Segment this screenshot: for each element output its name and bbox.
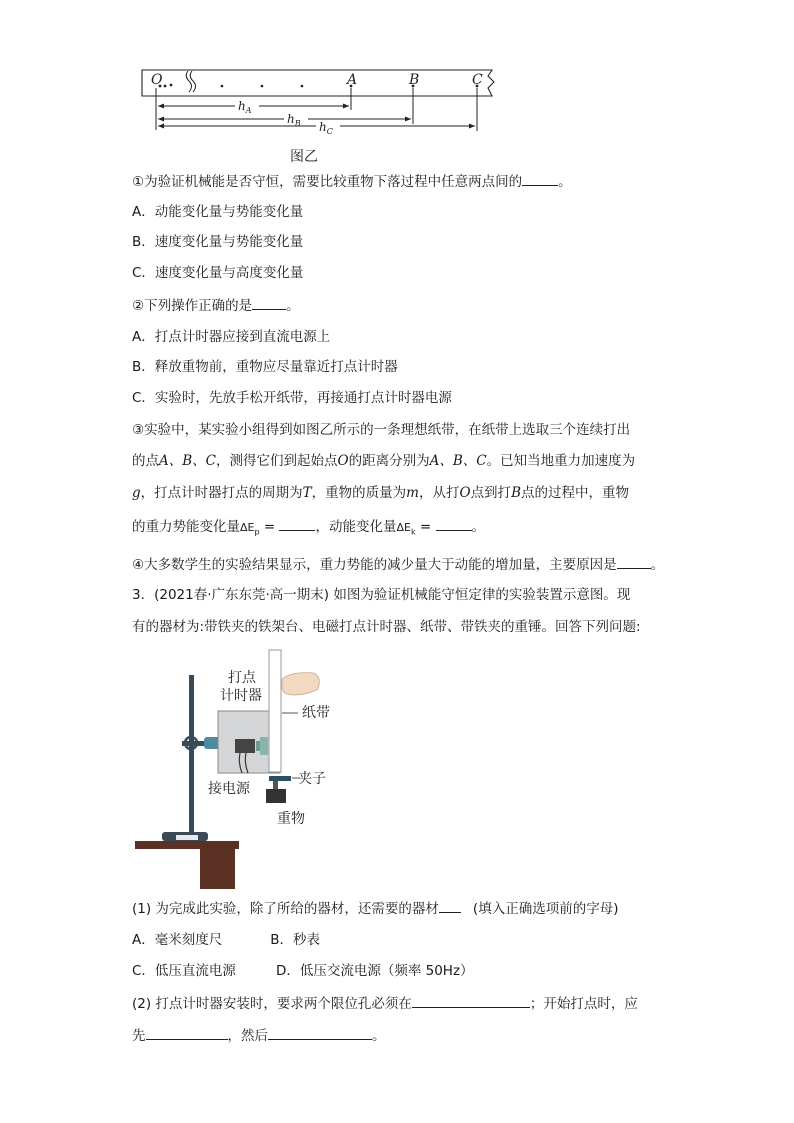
label-hc: $h_C$ — [319, 120, 333, 136]
label-a: A — [347, 72, 358, 88]
stand-base — [200, 847, 235, 889]
label-tape: 纸带 — [302, 705, 330, 721]
label-b: B — [409, 72, 420, 88]
q2-4-stem: ④大多数学生的实验结果显示，重力势能的减少量大于动能的增加量，主要原因是 。 — [132, 554, 664, 575]
q2-1-option-c: C．速度变化量与高度变化量 — [132, 265, 304, 281]
q2-2-option-c: C．实验时，先放手松开纸带，再接通打点计时器电源 — [132, 390, 452, 406]
label-c: C — [472, 72, 483, 88]
q3-1-options-row1: A．毫米刻度尺 B．秒表 — [132, 932, 321, 948]
q2-1-option-a: A．动能变化量与势能变化量 — [132, 204, 304, 220]
tape-dots — [159, 84, 479, 88]
paper-tape — [269, 650, 281, 772]
answer-blank[interactable] — [146, 1025, 228, 1040]
answer-blank[interactable] — [617, 554, 651, 569]
label-timer-1: 打点 — [228, 670, 256, 686]
q2-1-option-b: B．速度变化量与势能变化量 — [132, 234, 304, 250]
q3-1-stem: (1) 为完成此实验，除了所给的器材，还需要的器材 (填入正确选项前的字母) — [132, 898, 618, 919]
q2-3-line2: 的点A、B、C，测得它们到起始点O的距离分别为A、B、C。已知当地重力加速度为 — [132, 453, 636, 469]
q3-line2: 有的器材为:带铁夹的铁架台、电磁打点计时器、纸带、带铁夹的重锤。回答下列问题: — [132, 619, 641, 635]
q2-3-line3: g，打点计时器打点的周期为T，重物的质量为m，从打O点到打B点的过程中，重物 — [132, 485, 629, 501]
answer-blank[interactable] — [412, 993, 530, 1008]
label-hb: $h_B$ — [287, 112, 301, 128]
q3-line1: 3．(2021春·广东东莞·高一期末) 如图为验证机械能守恒定律的实验装置示意图。现 — [132, 587, 631, 603]
dot-2 — [261, 85, 264, 88]
paper-tape-figure — [140, 68, 500, 140]
answer-blank-kinetic[interactable] — [436, 516, 472, 531]
tape-break-mark — [186, 71, 195, 92]
dot-o3 — [170, 84, 173, 87]
dot-o2 — [164, 85, 167, 88]
tape-clip — [269, 776, 291, 781]
dot-1 — [221, 85, 224, 88]
answer-blank[interactable] — [439, 898, 461, 913]
q3-2-line1: (2) 打点计时器安装时，要求两个限位孔必须在 ；开始打点时，应 — [132, 993, 638, 1014]
answer-blank[interactable] — [252, 295, 286, 310]
label-timer-2: 计时器 — [220, 688, 262, 704]
q2-2-stem: ②下列操作正确的是 。 — [132, 295, 300, 316]
label-ha: $h_A$ — [238, 99, 252, 115]
label-clip: 夹子 — [298, 771, 326, 787]
q2-1-stem: ①为验证机械能是否守恒，需要比较重物下落过程中任意两点间的 。 — [132, 171, 572, 192]
q3-1-options-row2: C．低压直流电源 D．低压交流电源（频率 50Hz） — [132, 963, 474, 979]
q2-3-line4: 的重力势能变化量$\Delta E_p$ = ，动能变化量$\Delta E_k$ = 。 — [132, 516, 485, 543]
q2-2-option-a: A．打点计时器应接到直流电源上 — [132, 329, 331, 345]
answer-blank-potential[interactable] — [279, 516, 315, 531]
answer-blank[interactable] — [522, 171, 558, 186]
q2-2-option-b: B．释放重物前，重物应尽量靠近打点计时器 — [132, 359, 398, 375]
label-power: 接电源 — [208, 781, 250, 797]
label-weight: 重物 — [277, 811, 305, 827]
weight — [266, 789, 286, 803]
timer-coil — [235, 739, 255, 753]
table-top — [135, 841, 239, 849]
q2-3-line1: ③实验中，某实验小组得到如图乙所示的一条理想纸带，在纸带上选取三个连续打出 — [132, 422, 631, 438]
stand-rod — [189, 675, 194, 835]
answer-blank[interactable] — [268, 1025, 372, 1040]
hand — [282, 673, 319, 695]
apparatus-figure — [132, 645, 352, 890]
figure-caption: 图乙 — [290, 149, 318, 165]
q3-2-line2: 先 ，然后 。 — [132, 1025, 386, 1046]
dot-3 — [301, 85, 304, 88]
label-o: O — [151, 72, 163, 88]
